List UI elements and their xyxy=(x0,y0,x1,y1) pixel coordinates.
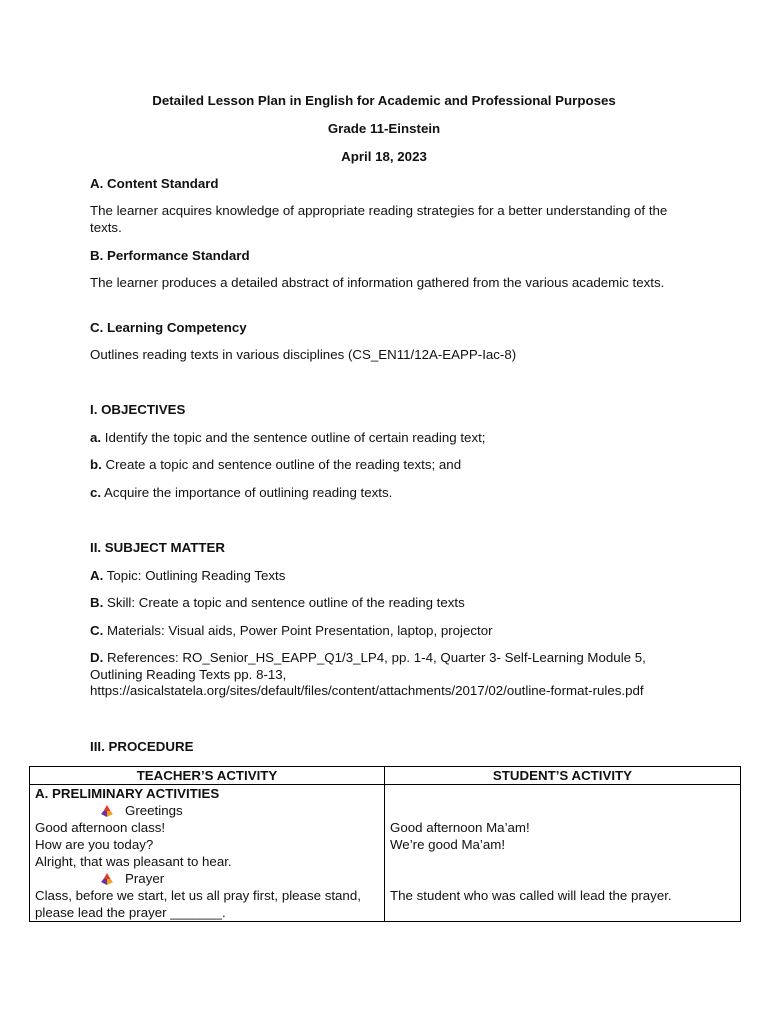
teacher-line: Good afternoon class! xyxy=(35,820,166,835)
teacher-cell xyxy=(30,785,385,922)
grade-label: Grade 11-Einstein xyxy=(327,121,441,136)
bullet-right-shape xyxy=(107,811,113,817)
arrow-bullet-icon xyxy=(101,873,113,885)
teacher-line: How are you today? xyxy=(35,837,154,852)
objective-item xyxy=(90,485,682,502)
student-line: We’re good Ma’am! xyxy=(390,837,506,852)
subject-item xyxy=(90,568,682,585)
subject-text: Topic: Outlining Reading Texts xyxy=(103,568,286,583)
student-cell xyxy=(385,785,741,922)
objective-label: b. xyxy=(90,457,102,472)
objective-label: a. xyxy=(90,430,102,445)
objectives-heading: I. OBJECTIVES xyxy=(90,402,186,417)
content-standard-heading: A. Content Standard xyxy=(90,176,219,191)
arrow-bullet-icon xyxy=(101,805,113,817)
subject-label: D. xyxy=(90,650,104,665)
objective-item xyxy=(90,457,682,474)
bullet-left-shape xyxy=(101,811,107,817)
greetings-item xyxy=(35,802,379,819)
bullet-top-shape xyxy=(104,873,111,879)
preliminary-activities-heading: A. PRELIMINARY ACTIVITIES xyxy=(35,786,220,801)
spacer xyxy=(390,853,735,870)
table-header-row xyxy=(30,767,741,785)
subject-label: A. xyxy=(90,568,104,583)
subject-item xyxy=(90,650,682,700)
subject-item xyxy=(90,623,682,640)
objective-text: Identify the topic and the sentence outline of certain reading text; xyxy=(101,430,486,445)
teacher-line: Alright, that was pleasant to hear. xyxy=(35,854,232,869)
student-column-header: STUDENT’S ACTIVITY xyxy=(385,767,741,785)
content-standard-text: The learner acquires knowledge of appropriate reading strategies for a better understanding of the texts. xyxy=(90,203,668,235)
performance-standard-heading: B. Performance Standard xyxy=(90,248,250,263)
objective-text: Create a topic and sentence outline of the reading texts; and xyxy=(101,457,462,472)
teacher-column-header: TEACHER’S ACTIVITY xyxy=(30,767,385,785)
spacer xyxy=(390,870,735,887)
prayer-label: Prayer xyxy=(125,871,165,886)
bullet-left-shape xyxy=(101,879,107,885)
subject-label: B. xyxy=(90,595,104,610)
subject-item xyxy=(90,595,682,612)
learning-competency-heading: C. Learning Competency xyxy=(90,320,247,335)
date-label: April 18, 2023 xyxy=(341,149,427,164)
procedure-table xyxy=(29,766,741,922)
table-row xyxy=(30,785,741,922)
reference-url[interactable]: https://asicalstatela.org/sites/default/files/content/attachments/2017/02/outline-format-rules.pdf xyxy=(90,683,644,698)
teacher-line: Class, before we start, let us all pray first, please stand, please lead the prayer _______. xyxy=(35,888,361,920)
subject-text: Materials: Visual aids, Power Point Presentation, laptop, projector xyxy=(103,623,493,638)
objective-text: Acquire the importance of outlining reading texts. xyxy=(101,485,393,500)
student-line: The student who was called will lead the prayer. xyxy=(390,888,672,903)
performance-standard-text: The learner produces a detailed abstract of information gathered from the various academic texts. xyxy=(90,275,665,290)
subject-label: C. xyxy=(90,623,104,638)
subject-matter-heading: II. SUBJECT MATTER xyxy=(90,540,225,555)
objective-label: c. xyxy=(90,485,102,500)
document-title: Detailed Lesson Plan in English for Academic and Professional Purposes xyxy=(152,93,616,108)
spacer xyxy=(390,802,735,819)
learning-competency-text: Outlines reading texts in various disciplines (CS_EN11/12A-EAPP-Iac-8) xyxy=(90,347,517,362)
bullet-right-shape xyxy=(107,879,113,885)
greetings-label: Greetings xyxy=(125,803,183,818)
prayer-item xyxy=(35,870,379,887)
subject-text: Skill: Create a topic and sentence outline of the reading texts xyxy=(103,595,465,610)
bullet-top-shape xyxy=(104,805,111,811)
subject-text: References: RO_Senior_HS_EAPP_Q1/3_LP4, pp. 1-4, Quarter 3- Self-Learning Module 5, Outlining Reading Texts pp. 8-13, xyxy=(90,650,646,682)
objective-item xyxy=(90,430,682,447)
student-line: Good afternoon Ma’am! xyxy=(390,820,530,835)
procedure-heading: III. PROCEDURE xyxy=(90,739,194,754)
spacer xyxy=(390,785,735,802)
